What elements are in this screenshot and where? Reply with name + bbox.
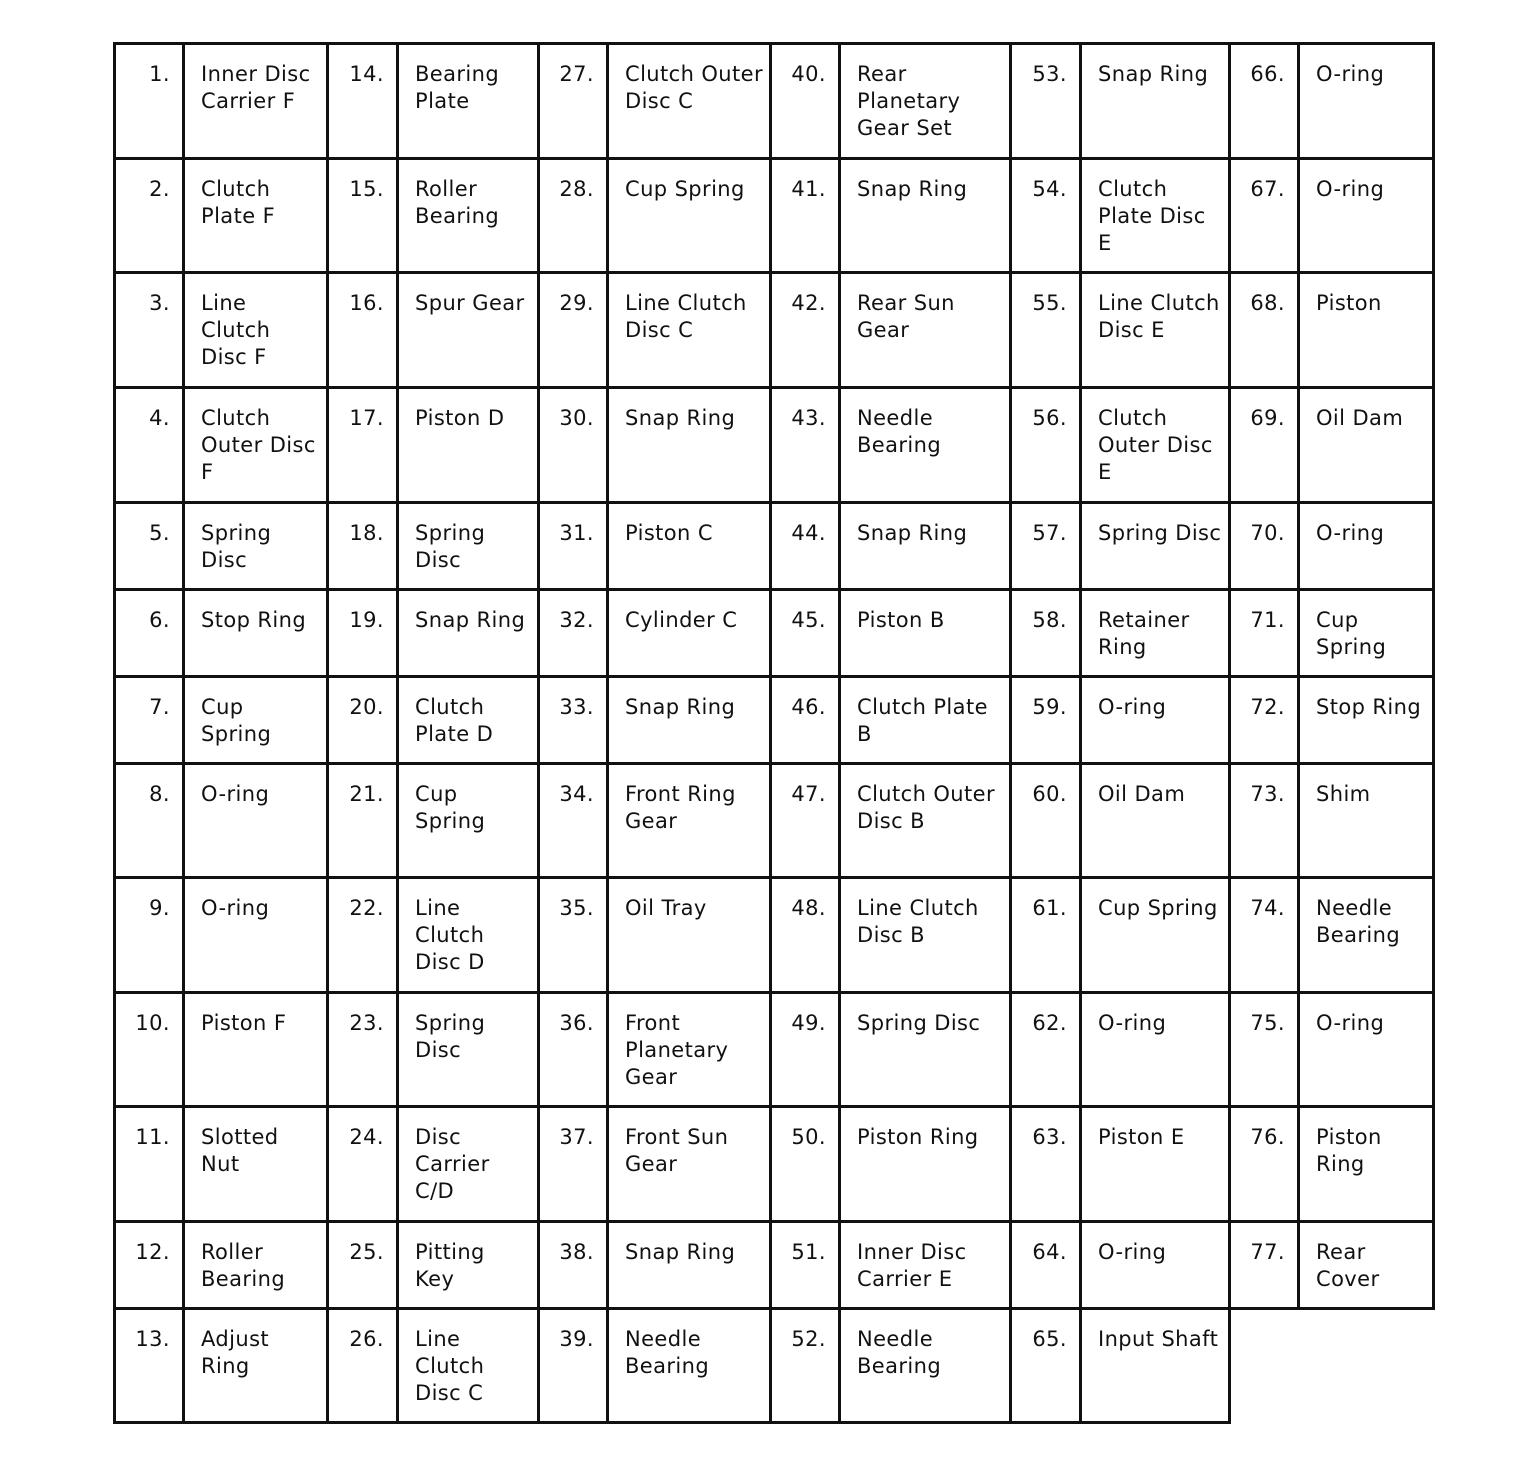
part-number: 41. — [771, 159, 840, 273]
part-number: 22. — [328, 878, 398, 993]
part-number: 56. — [1011, 388, 1081, 503]
part-number: 23. — [328, 993, 398, 1107]
table-row — [115, 1222, 1434, 1309]
part-number: 37. — [539, 1107, 608, 1222]
part-number: 6. — [115, 590, 184, 677]
part-name: Clutch Plate Disc E — [1081, 159, 1230, 273]
part-name: Spring Disc — [840, 993, 1011, 1107]
part-number: 50. — [771, 1107, 840, 1222]
part-number: 20. — [328, 677, 398, 764]
part-number: 60. — [1011, 764, 1081, 878]
part-number: 73. — [1230, 764, 1299, 878]
part-name: O-ring — [1299, 159, 1434, 273]
part-number: 48. — [771, 878, 840, 993]
part-number: 27. — [539, 44, 608, 159]
part-name: Shim — [1299, 764, 1434, 878]
part-name: Front Planetary Gear — [608, 993, 771, 1107]
part-name: Inner Disc Carrier F — [184, 44, 328, 159]
part-name: O-ring — [1081, 677, 1230, 764]
part-number: 39. — [539, 1309, 608, 1423]
part-name: Cup Spring — [1299, 590, 1434, 677]
part-name: Cup Spring — [398, 764, 539, 878]
part-number: 51. — [771, 1222, 840, 1309]
part-name: Clutch Outer Disc B — [840, 764, 1011, 878]
part-number: 31. — [539, 503, 608, 590]
part-number: 2. — [115, 159, 184, 273]
part-name: Snap Ring — [1081, 44, 1230, 159]
part-name: Cup Spring — [1081, 878, 1230, 993]
part-number: 72. — [1230, 677, 1299, 764]
part-name: Clutch Plate F — [184, 159, 328, 273]
part-number: 4. — [115, 388, 184, 503]
part-number: 54. — [1011, 159, 1081, 273]
part-number: 46. — [771, 677, 840, 764]
part-number: 13. — [115, 1309, 184, 1423]
parts-table-body — [115, 44, 1434, 1423]
part-number: 16. — [328, 273, 398, 388]
part-name: Clutch Plate B — [840, 677, 1011, 764]
table-row — [115, 159, 1434, 273]
part-number: 57. — [1011, 503, 1081, 590]
part-name: O-ring — [1081, 993, 1230, 1107]
part-number: 21. — [328, 764, 398, 878]
part-name: Inner Disc Carrier E — [840, 1222, 1011, 1309]
part-number: 52. — [771, 1309, 840, 1423]
part-name: Spring Disc — [398, 993, 539, 1107]
part-name: Roller Bearing — [184, 1222, 328, 1309]
part-number: 76. — [1230, 1107, 1299, 1222]
part-name: Input Shaft — [1081, 1309, 1230, 1423]
part-name: Stop Ring — [1299, 677, 1434, 764]
part-name: Rear Cover — [1299, 1222, 1434, 1309]
part-number: 74. — [1230, 878, 1299, 993]
part-number: 71. — [1230, 590, 1299, 677]
part-name: O-ring — [1299, 503, 1434, 590]
part-name: Spring Disc — [398, 503, 539, 590]
table-row — [115, 503, 1434, 590]
part-number: 9. — [115, 878, 184, 993]
part-number: 59. — [1011, 677, 1081, 764]
part-name: Clutch Outer Disc C — [608, 44, 771, 159]
part-number: 10. — [115, 993, 184, 1107]
part-number: 68. — [1230, 273, 1299, 388]
part-name: Front Sun Gear — [608, 1107, 771, 1222]
part-name: Piston B — [840, 590, 1011, 677]
table-row — [115, 388, 1434, 503]
part-name: Clutch Outer Disc E — [1081, 388, 1230, 503]
part-number: 29. — [539, 273, 608, 388]
part-number: 30. — [539, 388, 608, 503]
part-number: 63. — [1011, 1107, 1081, 1222]
part-name: Cylinder C — [608, 590, 771, 677]
part-name: Snap Ring — [608, 677, 771, 764]
part-number: 69. — [1230, 388, 1299, 503]
part-number: 35. — [539, 878, 608, 993]
part-number: 25. — [328, 1222, 398, 1309]
part-number: 61. — [1011, 878, 1081, 993]
part-number: 40. — [771, 44, 840, 159]
part-number: 3. — [115, 273, 184, 388]
part-name: Pitting Key — [398, 1222, 539, 1309]
part-number: 43. — [771, 388, 840, 503]
part-number: 77. — [1230, 1222, 1299, 1309]
part-number: 32. — [539, 590, 608, 677]
table-row — [115, 878, 1434, 993]
part-name: Spring Disc — [184, 503, 328, 590]
part-number: 36. — [539, 993, 608, 1107]
part-name: Snap Ring — [608, 388, 771, 503]
part-name: Line Clutch Disc F — [184, 273, 328, 388]
part-number: 44. — [771, 503, 840, 590]
part-number: 14. — [328, 44, 398, 159]
part-number: 7. — [115, 677, 184, 764]
part-number: 17. — [328, 388, 398, 503]
part-name: Slotted Nut — [184, 1107, 328, 1222]
part-number: 49. — [771, 993, 840, 1107]
part-name: Line Clutch Disc C — [608, 273, 771, 388]
part-name: Roller Bearing — [398, 159, 539, 273]
part-name: Oil Dam — [1081, 764, 1230, 878]
parts-table — [113, 42, 1435, 1424]
part-name: O-ring — [1081, 1222, 1230, 1309]
part-name: Spring Disc — [1081, 503, 1230, 590]
table-row — [115, 1309, 1434, 1423]
part-number: 55. — [1011, 273, 1081, 388]
part-number: 33. — [539, 677, 608, 764]
part-name: Piston — [1299, 273, 1434, 388]
part-name: Piston C — [608, 503, 771, 590]
part-name: Disc Carrier C/D — [398, 1107, 539, 1222]
part-name: Bearing Plate — [398, 44, 539, 159]
part-name: Rear Planetary Gear Set — [840, 44, 1011, 159]
part-number: 5. — [115, 503, 184, 590]
empty-cell — [1230, 1309, 1434, 1423]
part-name: Adjust Ring — [184, 1309, 328, 1423]
part-name: Piston F — [184, 993, 328, 1107]
part-number: 8. — [115, 764, 184, 878]
part-name: Needle Bearing — [840, 388, 1011, 503]
table-row — [115, 993, 1434, 1107]
part-number: 18. — [328, 503, 398, 590]
part-number: 64. — [1011, 1222, 1081, 1309]
part-name: Line Clutch Disc D — [398, 878, 539, 993]
part-name: Snap Ring — [398, 590, 539, 677]
part-number: 65. — [1011, 1309, 1081, 1423]
part-name: O-ring — [184, 764, 328, 878]
part-name: Rear Sun Gear — [840, 273, 1011, 388]
part-name: Piston E — [1081, 1107, 1230, 1222]
part-number: 28. — [539, 159, 608, 273]
part-name: O-ring — [1299, 44, 1434, 159]
part-number: 24. — [328, 1107, 398, 1222]
part-name: Cup Spring — [608, 159, 771, 273]
part-number: 42. — [771, 273, 840, 388]
part-name: Line Clutch Disc B — [840, 878, 1011, 993]
part-name: Snap Ring — [840, 159, 1011, 273]
part-name: Retainer Ring — [1081, 590, 1230, 677]
part-name: O-ring — [184, 878, 328, 993]
part-name: Clutch Plate D — [398, 677, 539, 764]
part-number: 19. — [328, 590, 398, 677]
part-number: 11. — [115, 1107, 184, 1222]
table-row — [115, 590, 1434, 677]
part-number: 34. — [539, 764, 608, 878]
part-number: 62. — [1011, 993, 1081, 1107]
part-name: Snap Ring — [608, 1222, 771, 1309]
table-row — [115, 273, 1434, 388]
part-name: Snap Ring — [840, 503, 1011, 590]
part-number: 66. — [1230, 44, 1299, 159]
part-name: Piston Ring — [1299, 1107, 1434, 1222]
part-name: Needle Bearing — [1299, 878, 1434, 993]
part-name: Line Clutch Disc C — [398, 1309, 539, 1423]
part-number: 70. — [1230, 503, 1299, 590]
part-name: Oil Dam — [1299, 388, 1434, 503]
part-number: 67. — [1230, 159, 1299, 273]
table-row — [115, 44, 1434, 159]
part-name: Cup Spring — [184, 677, 328, 764]
part-name: Front Ring Gear — [608, 764, 771, 878]
part-name: Line Clutch Disc E — [1081, 273, 1230, 388]
table-row — [115, 764, 1434, 878]
part-name: Clutch Outer Disc F — [184, 388, 328, 503]
part-name: Needle Bearing — [840, 1309, 1011, 1423]
table-row — [115, 1107, 1434, 1222]
part-number: 45. — [771, 590, 840, 677]
part-name: Piston D — [398, 388, 539, 503]
part-number: 47. — [771, 764, 840, 878]
part-name: Needle Bearing — [608, 1309, 771, 1423]
part-name: Spur Gear — [398, 273, 539, 388]
part-number: 26. — [328, 1309, 398, 1423]
part-number: 15. — [328, 159, 398, 273]
part-name: O-ring — [1299, 993, 1434, 1107]
part-number: 38. — [539, 1222, 608, 1309]
table-row — [115, 677, 1434, 764]
part-number: 1. — [115, 44, 184, 159]
part-name: Piston Ring — [840, 1107, 1011, 1222]
part-name: Oil Tray — [608, 878, 771, 993]
part-number: 12. — [115, 1222, 184, 1309]
part-number: 53. — [1011, 44, 1081, 159]
part-number: 58. — [1011, 590, 1081, 677]
part-number: 75. — [1230, 993, 1299, 1107]
part-name: Stop Ring — [184, 590, 328, 677]
